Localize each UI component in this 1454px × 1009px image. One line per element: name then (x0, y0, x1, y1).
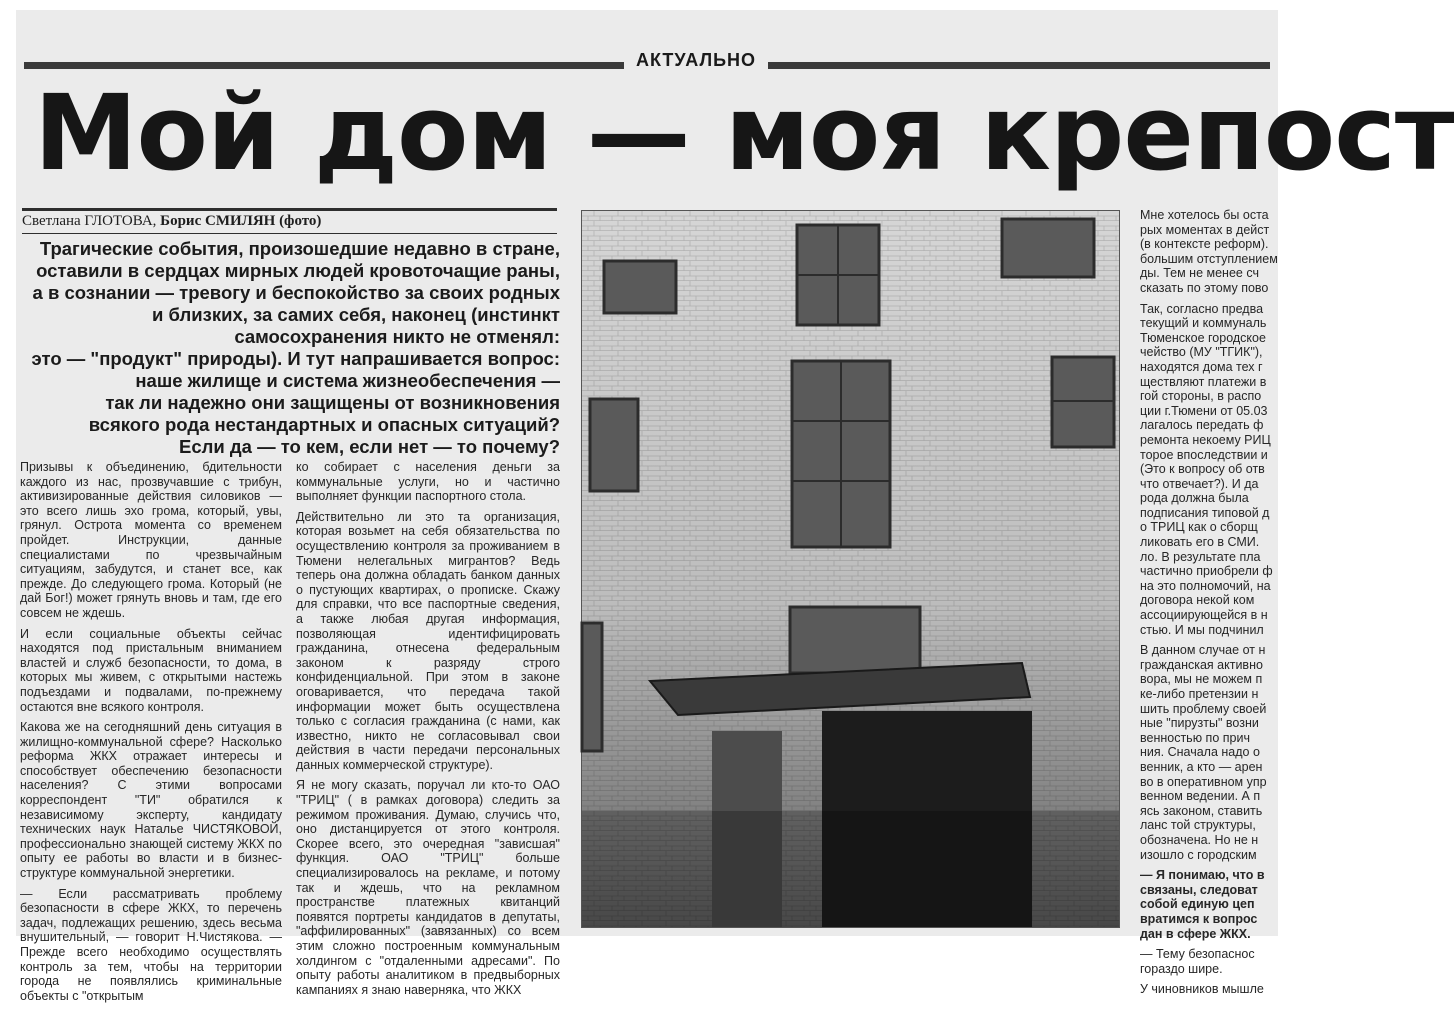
byline-author: Светлана ГЛОТОВА, (22, 213, 157, 229)
text-line: ремонта некоему РИЦ (1140, 432, 1271, 447)
text-line: В данном случае от н (1140, 643, 1266, 658)
lead-line: это — "продукт" природы). И тут напрашивается вопрос: (31, 348, 560, 369)
paragraph (1140, 947, 1278, 976)
text-line: венностью по прич (1140, 730, 1250, 745)
paragraph: Действительно ли это та организация, которая возьмет на себя обязательства по осуществлению контроля за проживанием в Тюмени нелегальных мигрантов? Ведь теперь она должна обладать банком данных о пустующих квартирах, о прописке. Скажу для справки, что все паспортные сведения, а также любая другая информация, позволяющая идентифицировать гражданина, отнесена федеральным законом к разряду строго конфиденциальной. При этом в законе оговаривается, что передача такой информации может быть осуществлена только с согласия гражданина (с нами, как известно, никто не согласовывал свои действия в части передачи персональных данных коммерческой структуре). (296, 509, 560, 772)
text-line: ликовать его в СМИ. (1140, 535, 1260, 550)
paragraph (1140, 868, 1278, 941)
text-line: ясь законом, ставить (1140, 803, 1263, 818)
text-line: ке-либо претензии н (1140, 687, 1259, 701)
text-line: стью. И мы подчинил (1140, 622, 1264, 637)
text-line: дан в сфере ЖКХ. (1140, 926, 1251, 941)
paragraph (1140, 208, 1278, 296)
text-line: — Тему безопаснос (1140, 947, 1255, 962)
text-line: на это полномочий, на (1140, 578, 1271, 593)
text-line: договора некой ком (1140, 593, 1255, 608)
byline (22, 206, 557, 234)
text-column-3-cropped (1140, 208, 1278, 1003)
text-line: собой единую цеп (1140, 897, 1255, 912)
text-line: гой стороны, в распо (1140, 389, 1262, 404)
lead-line: наше жилище и система жизнеобеспечения — (135, 370, 560, 391)
text-line: (в контексте реформ). (1140, 237, 1269, 252)
paragraph (1140, 982, 1278, 997)
text-line: во в оперативном упр (1140, 774, 1267, 789)
text-line: вратимся к вопрос (1140, 911, 1258, 926)
lead-line: так ли надежно они защищены от возникновения (105, 392, 560, 413)
text-line: венник, а кто — арен (1140, 759, 1263, 774)
text-line: ные "пирузты" возни (1140, 716, 1259, 731)
article-headline: Мой дом — моя крепост (34, 72, 1454, 194)
lead-line: и близких, за самих себя, наконец (инстинкт (152, 304, 560, 325)
text-line: рых моментах в дейст (1140, 222, 1270, 237)
text-line: частично приобрели ф (1140, 564, 1273, 579)
text-line: ции г.Тюмени от 05.03 (1140, 403, 1268, 418)
lead-line: оставили в сердцах мирных людей кровоточащие раны, (36, 260, 560, 281)
text-line: рода должна была (1140, 491, 1249, 506)
text-line: вора, мы не можем п (1140, 672, 1263, 687)
text-line: Мне хотелось бы оста (1140, 208, 1269, 222)
text-line: торое впоследствии и (1140, 447, 1268, 462)
text-line: шить проблему своей (1140, 701, 1267, 716)
text-line: ния. Сначала надо о (1140, 745, 1260, 760)
text-line: ланс той структуры, (1140, 818, 1256, 833)
text-line: текущий и коммуналь (1140, 316, 1267, 331)
text-line: ло. В результате пла (1140, 549, 1261, 564)
byline-photographer: Борис СМИЛЯН (фото) (160, 213, 322, 229)
text-line: — Я понимаю, что в (1140, 868, 1265, 883)
lead-paragraph (20, 238, 560, 458)
paragraph: — Если рассматривать проблему безопасности в сфере ЖКХ, то перечень задач, подлежащих решению, здесь весьма внушительный, — говорит Н.Чистякова. — Прежде всего необходимо осуществлять контроль за тем, чтобы на территории города не появлялись криминальные объекты с "открытым (20, 886, 282, 1003)
text-line: ществляют платежи в (1140, 374, 1267, 389)
text-line: У чиновников мышле (1140, 982, 1264, 997)
text-line: Тюменское городское (1140, 330, 1266, 345)
section-rubric: АКТУАЛЬНО (624, 50, 768, 71)
paragraph: Какова же на сегодняшний день ситуация в жилищно-коммунальной сфере? Насколько реформа ЖКХ отражает интересы и способствует обеспечению безопасности населения? С этими вопросами корреспондент "ТИ" обратился к независимому эксперту, кандидату технических наук Наталье ЧИСТЯКОВОЙ, профессионально знающей систему ЖКХ по опыту ее работы во власти и в бизнес-структуре коммунальной энергетики. (20, 720, 282, 881)
paragraph: ко собирает с населения деньги за коммунальные услуги, но и частично выполняет функции паспортного стола. (296, 460, 560, 504)
text-line: ды. Тем не менее сч (1140, 266, 1259, 281)
text-column-1 (20, 460, 282, 1009)
lead-line: Если да — то кем, если нет — то почему? (179, 436, 560, 457)
lead-line: самосохранения никто не отменял: (234, 326, 560, 347)
text-line: венном ведении. А п (1140, 789, 1261, 804)
newspaper-page (16, 10, 1454, 1003)
text-line: гораздо шире. (1140, 961, 1223, 976)
lead-line: Трагические события, произошедшие недавно в стране, (39, 238, 560, 259)
building-photo (581, 210, 1120, 928)
text-line: лагалось передать ф (1140, 418, 1264, 433)
text-line: гражданская активно (1140, 657, 1263, 672)
text-line: подписания типовой д (1140, 505, 1270, 520)
paragraph: Я не могу сказать, поручал ли кто-то ОАО "ТРИЦ" ( в рамках договора) следить за режимом проживания. Думаю, случись что, оно дистанцируется от этого контроля. Скорее всего, это очередная "зависшая" функция. ОАО "ТРИЦ" больше специализировалось на рекламе, и потому так и ждешь, что на рекламном пространстве платежных квитанций появятся портреты кандидатов в депутаты, "аффилированных" (завязанных) со всем этим сложно построенным коммунальным холдингом с "отдаленными адресами". По опыту работы аналитиком в предвыборных кампаниях я знаю наверняка, что ЖКХ (296, 778, 560, 997)
text-column-2 (296, 460, 560, 1003)
text-line: о ТРИЦ как о сборщ (1140, 520, 1258, 535)
paragraph: Призывы к объединению, бдительности каждого из нас, прозвучавшие с трибун, активизированные действия силовиков — это всего лишь эхо грома, который, увы, грянул. Острота момента со временем пройдет. Инструкции, данные специалистами по чрезвычайным ситуациям, забудутся, и станет все, как прежде. До следующего грома. Который (не дай Бог!) может грянуть вновь и там, где его совсем не ждешь. (20, 460, 282, 620)
text-line: изошло с городским (1140, 847, 1257, 862)
text-line: находятся дома тех г (1140, 359, 1263, 374)
text-line: обозначена. Но не н (1140, 832, 1259, 847)
byline-rule-top (22, 208, 557, 211)
paragraph: И если социальные объекты сейчас находятся под пристальным вниманием властей и служб безопасности, то дома, в которых мы живем, с открытыми настежь подъездами и подвалами, по-прежнему остаются вне всякого контроля. (20, 626, 282, 714)
text-line: что отвечает?). И да (1140, 476, 1259, 491)
text-line: ассоциирующейся в н (1140, 608, 1268, 623)
text-line: большим отступлением (1140, 251, 1278, 266)
text-line: сказать по этому пово (1140, 280, 1269, 295)
text-line: Так, согласно предва (1140, 301, 1264, 316)
text-line: чейство (МУ "ТГИК"), (1140, 345, 1263, 360)
byline-rule-bottom (22, 233, 557, 234)
paragraph (1140, 302, 1278, 638)
paragraph (1140, 643, 1278, 862)
text-line: связаны, следоват (1140, 882, 1258, 897)
text-line: (Это к вопросу об отв (1140, 462, 1265, 477)
lead-line: всякого рода нестандартных и опасных ситуаций? (88, 414, 560, 435)
lead-line: а в сознании — тревогу и беспокойство за своих родных (32, 282, 560, 303)
